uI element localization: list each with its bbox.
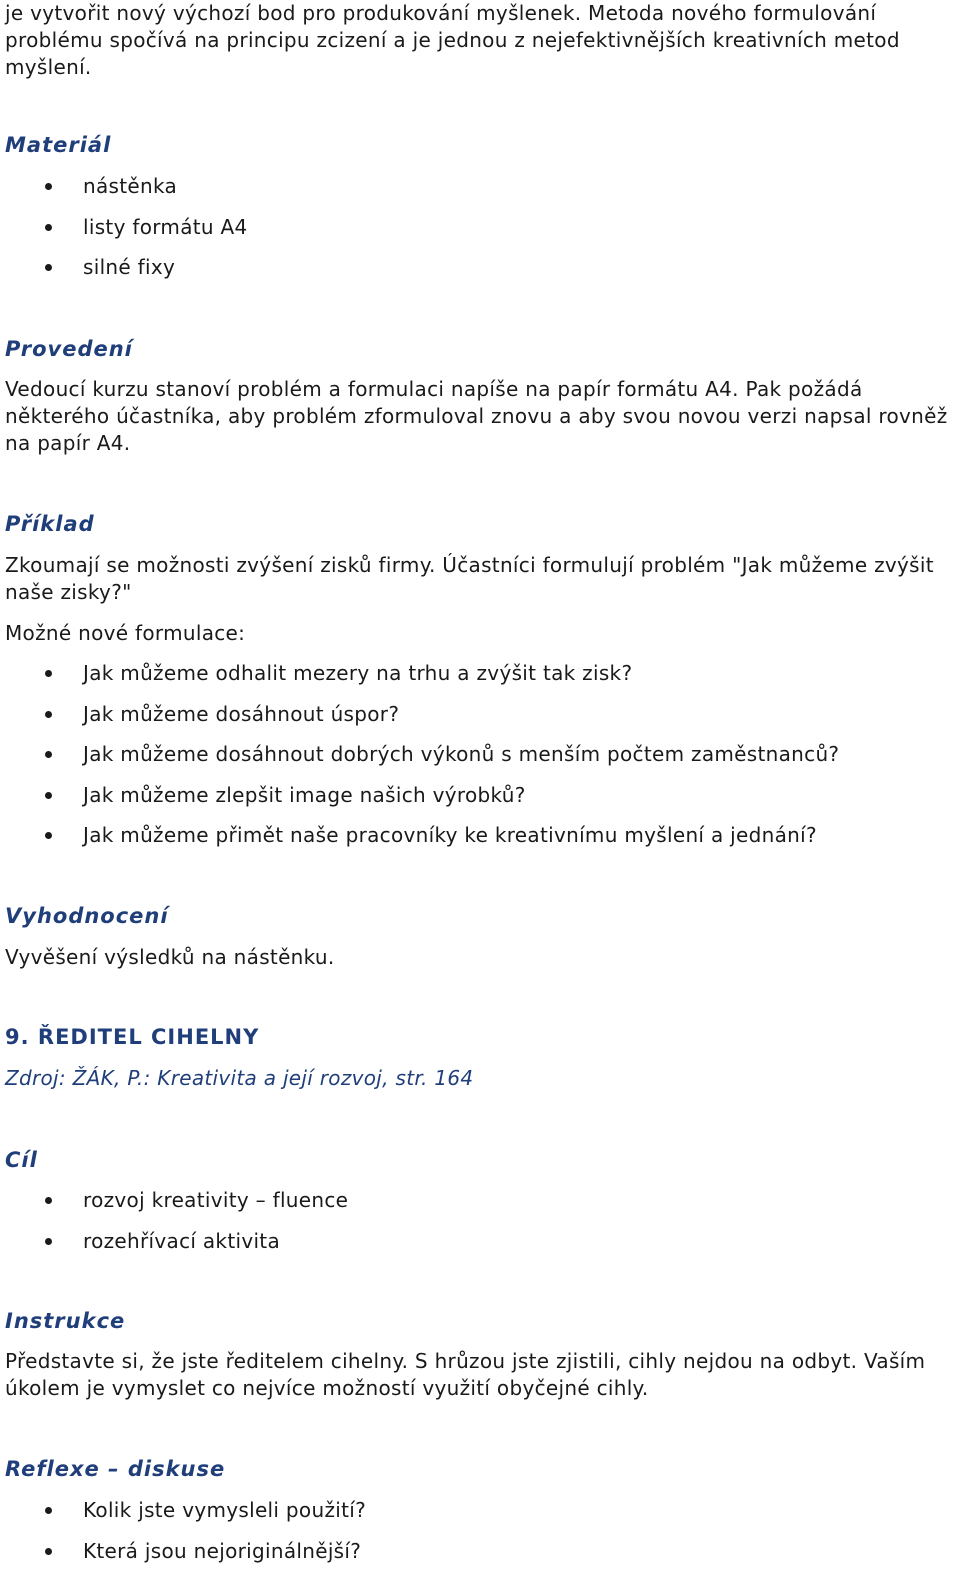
bullet-icon — [45, 670, 52, 677]
bullet-icon — [45, 1548, 52, 1555]
material-list — [5, 173, 955, 295]
bullet-icon — [45, 1197, 52, 1204]
bullet-icon — [45, 832, 52, 839]
vyhodnoceni-text: Vyvěšení výsledků na nástěnku. — [5, 944, 335, 971]
vyhodnoceni-heading: Vyhodnocení — [5, 903, 169, 930]
bullet-icon — [45, 224, 52, 231]
section-title: 9. ŘEDITEL CIHELNY — [5, 1024, 259, 1051]
list-item: Jak můžeme přimět naše pracovníky ke kreativnímu myšlení a jednání? — [5, 822, 955, 863]
priklad-list — [5, 660, 955, 863]
list-item: rozvoj kreativity – fluence — [5, 1187, 955, 1228]
material-heading: Materiál — [5, 132, 111, 159]
provedeni-heading: Provedení — [5, 336, 133, 363]
priklad-subtext: Možné nové formulace: — [5, 620, 245, 647]
list-item: listy formátu A4 — [5, 214, 955, 255]
list-item: Jak můžeme odhalit mezery na trhu a zvýšit tak zisk? — [5, 660, 955, 701]
instrukce-text: Představte si, že jste ředitelem cihelny. S hrůzou jste zjistili, cihly nejdou na odbyt. Vaším úkolem je vymyslet co nejvíce možností využití obyčejné cihly. — [5, 1348, 955, 1402]
source-citation: Zdroj: ŽÁK, P.: Kreativita a její rozvoj, str. 164 — [5, 1065, 473, 1092]
priklad-heading: Příklad — [5, 511, 95, 538]
priklad-text: Zkoumají se možnosti zvýšení zisků firmy. Účastníci formulují problém "Jak můžeme zvýšit naše zisky?" — [5, 552, 955, 606]
bullet-icon — [45, 183, 52, 190]
list-item: nástěnka — [5, 173, 955, 214]
bullet-icon — [45, 1238, 52, 1245]
reflexe-list — [5, 1497, 955, 1578]
provedeni-text: Vedoucí kurzu stanoví problém a formulaci napíše na papír formátu A4. Pak požádá některého účastníka, aby problém zformuloval znovu a aby svou novou verzi napsal rovněž na papír A4. — [5, 376, 955, 457]
list-item: rozehřívací aktivita — [5, 1228, 955, 1269]
list-item: Kolik jste vymysleli použití? — [5, 1497, 955, 1538]
list-item: Jak můžeme dosáhnout dobrých výkonů s menším počtem zaměstnanců? — [5, 741, 955, 782]
bullet-icon — [45, 1507, 52, 1514]
reflexe-heading: Reflexe – diskuse — [5, 1456, 225, 1483]
list-item: Jak můžeme zlepšit image našich výrobků? — [5, 782, 955, 823]
cil-heading: Cíl — [5, 1147, 38, 1174]
instrukce-heading: Instrukce — [5, 1308, 125, 1335]
bullet-icon — [45, 792, 52, 799]
list-item: Jak můžeme dosáhnout úspor? — [5, 701, 955, 742]
intro-paragraph: je vytvořit nový výchozí bod pro produkování myšlenek. Metoda nového formulování problému spočívá na principu zcizení a je jednou z nejefektivnějších kreativních metod myšlení. — [5, 0, 955, 81]
list-item: Která jsou nejoriginálnější? — [5, 1538, 955, 1578]
list-item: silné fixy — [5, 254, 955, 295]
bullet-icon — [45, 264, 52, 271]
bullet-icon — [45, 711, 52, 718]
cil-list — [5, 1187, 955, 1268]
bullet-icon — [45, 751, 52, 758]
